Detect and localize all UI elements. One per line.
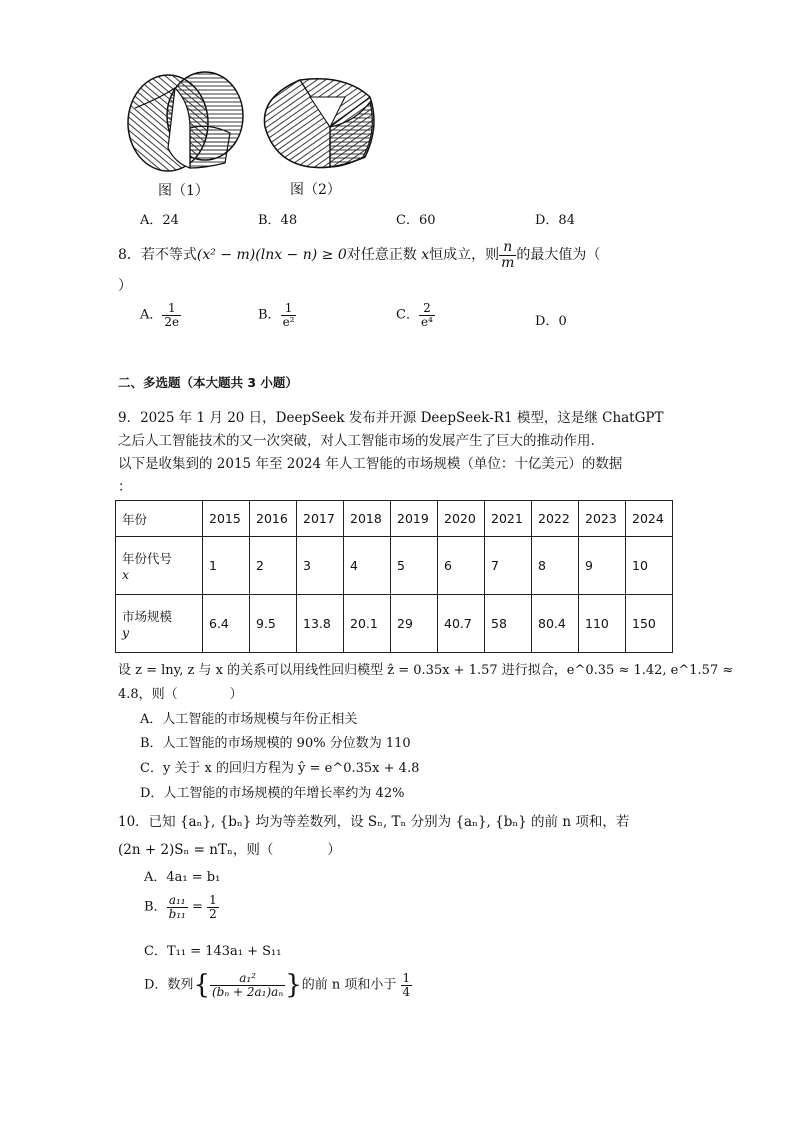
q8-var: x [421,247,430,264]
table-cell: 2022 [532,501,579,537]
table-cell: 6.4 [203,595,250,653]
q9-option-c[interactable]: C．y 关于 x 的回归方程为 ŷ = e^0.35x + 4.8 [140,761,420,776]
table-cell: 2018 [344,501,391,537]
q7-option-b[interactable]: B．48 [258,213,298,228]
table-header-year: 年份 [116,501,203,537]
table-cell: 2021 [485,501,532,537]
q9-line3: 以下是收集到的 2015 年至 2024 年人工智能的市场规模（单位：十亿美元）的数据 [118,456,623,472]
q8-option-a[interactable]: A． $\frac{1}{2e}$ [140,301,180,329]
q7-option-d[interactable]: D．84 [535,213,575,228]
market-table [115,500,673,653]
table-cell: 58 [485,595,532,653]
figure-2 [255,72,385,172]
table-cell: 110 [579,595,626,653]
table-row [116,501,673,537]
table-cell: 2016 [250,501,297,537]
q8-fraction: $\frac{n}{m}$ [501,239,515,271]
figure-2-caption: 图（2） [290,182,341,198]
q9-line1: 9．2025 年 1 月 20 日，DeepSeek 发布并开源 DeepSeek-R1 模型，这是继 ChatGPT [118,410,664,426]
table-cell: 13.8 [297,595,344,653]
q10-line2: (2n + 2)Sₙ = nTₙ，则（ ） [118,842,341,858]
table-cell: 5 [391,537,438,595]
table-cell: 80.4 [532,595,579,653]
table-cell: 6 [438,537,485,595]
table-row [116,537,673,595]
table-cell: 8 [532,537,579,595]
q8-stem-mid2: 恒成立，则 [429,247,500,264]
q9-line2: 之后人工智能技术的又一次突破，对人工智能市场的发展产生了巨大的推动作用. [118,433,595,449]
q8-option-c[interactable]: C． $\frac{2}{\text{e⁴}}$ [396,301,433,329]
table-cell: 9.5 [250,595,297,653]
q10-option-c[interactable]: C．T₁₁ = 143a₁ + S₁₁ [144,944,282,959]
q7-option-c[interactable]: C．60 [396,213,436,228]
q8-stem-mid: 对任意正数 [346,247,417,264]
table-cell: 9 [579,537,626,595]
table-cell: 29 [391,595,438,653]
table-cell: 2015 [203,501,250,537]
q8-stem-suffix: 的最大值为（ [516,247,601,264]
table-cell: 7 [485,537,532,595]
q9-condition-line1: 设 z = lny, z 与 x 的关系可以用线性回归模型 ẑ = 0.35x + 1.57 进行拟合，e^0.35 ≈ 1.42, e^1.57 ≈ [118,663,734,678]
figure-1-caption: 图（1） [158,183,209,199]
section-title: 二、多选题（本大题共 3 小题） [118,375,298,390]
q8-option-b[interactable]: B． $\frac{1}{\text{e²}}$ [258,301,295,329]
q8-stem [118,240,600,270]
q10-option-d[interactable]: D．数列{ $\frac{\text{a₁²}}{\text{(bₙ + 2a₁)aₙ}}$ }的前 n 项和小于 $\frac{1}{4}$ [144,970,411,1000]
table-cell: 4 [344,537,391,595]
table-cell: 2019 [391,501,438,537]
table-row [116,595,673,653]
q7-option-a[interactable]: A．24 [140,213,179,228]
table-cell: 2023 [579,501,626,537]
q8-stem-prefix: 8．若不等式 [118,247,197,264]
q9-option-a[interactable]: A．人工智能的市场规模与年份正相关 [140,712,358,727]
table-cell: 20.1 [344,595,391,653]
q9-option-d[interactable]: D．人工智能的市场规模的年增长率约为 42% [140,786,405,801]
q9-condition-line2: 4.8，则（ ） [118,687,243,702]
table-cell: 3 [297,537,344,595]
table-cell: 10 [626,537,673,595]
table-cell: 2 [250,537,297,595]
q8-stem-close: ） [118,278,132,294]
q10-option-b[interactable]: B． $\frac{\text{a₁₁}}{\text{b₁₁}}$ = $\frac{1}{2}$ [144,893,217,921]
q10-line1: 10．已知 {aₙ}, {bₙ} 均为等差数列，设 Sₙ, Tₙ 分别为 {aₙ}, {bₙ} 的前 n 项和，若 [118,814,630,830]
table-cell: 2020 [438,501,485,537]
table-cell: 150 [626,595,673,653]
q9-line4: ： [118,479,132,495]
q8-option-d[interactable]: D．0 [535,314,567,329]
q9-option-b[interactable]: B．人工智能的市场规模的 90% 分位数为 110 [140,736,411,751]
table-cell: 2017 [297,501,344,537]
table-header-code: 年份代号 x [116,537,203,595]
q8-inequality: (x² − m)(lnx − n) ≥ 0 [196,247,347,264]
table-header-size: 市场规模 y [116,595,203,653]
q10-option-a[interactable]: A．4a₁ = b₁ [144,870,221,885]
table-cell: 40.7 [438,595,485,653]
table-cell: 2024 [626,501,673,537]
table-cell: 1 [203,537,250,595]
figure-1 [120,68,250,178]
